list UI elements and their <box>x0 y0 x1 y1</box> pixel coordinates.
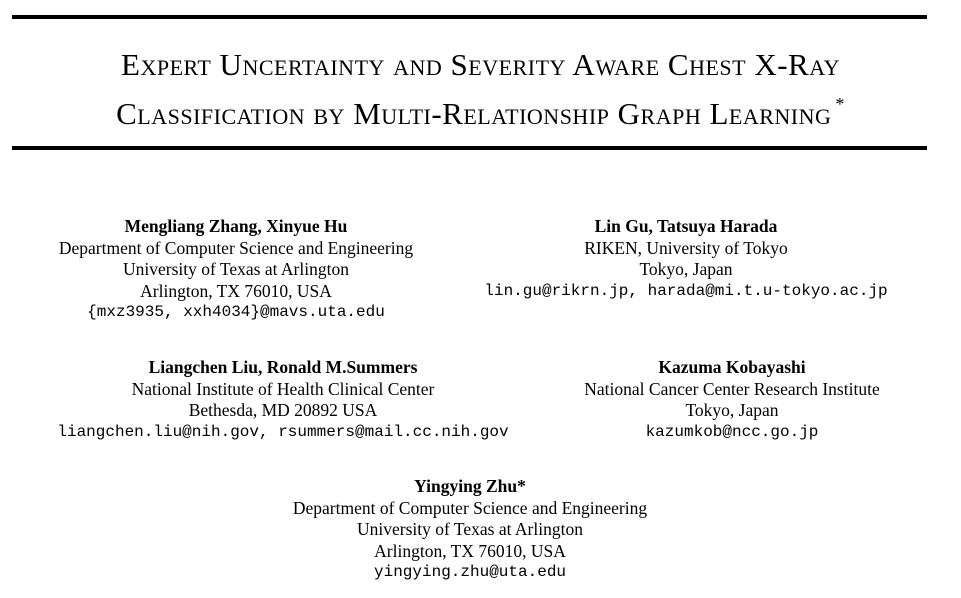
author-institution: University of Texas at Arlington <box>357 519 583 539</box>
paper-title-line-1: Expert Uncertainty and Severity Aware Chest X-Ray <box>121 47 840 82</box>
author-affiliation: National Institute of Health Clinical Center <box>131 378 435 399</box>
author-names: Kazuma Kobayashi <box>658 357 806 377</box>
author-names: Mengliang Zhang, Xinyue Hu <box>124 216 348 236</box>
author-affiliation: Department of Computer Science and Engineering <box>58 237 414 258</box>
author-email[interactable]: {mxz3935, xxh4034}@mavs.uta.edu <box>87 303 385 321</box>
author-email[interactable]: liangchen.liu@nih.gov, rsummers@mail.cc.nih.gov <box>57 422 509 441</box>
author-location: Tokyo, Japan <box>685 400 779 420</box>
title-footnote-mark: * <box>835 94 845 114</box>
author-names: Yingying Zhu* <box>414 476 526 496</box>
paper-title-line-2 <box>0 84 961 134</box>
author-names: Liangchen Liu, Ronald M.Summers <box>148 357 418 377</box>
paper-title-line-2-text: Classification by Multi-Relationship Graph Learning <box>116 96 832 131</box>
author-affiliation: National Cancer Center Research Institute <box>584 378 880 399</box>
author-email[interactable]: yingying.zhu@uta.edu <box>373 563 567 581</box>
author-block-3 <box>36 357 530 443</box>
author-block-4 <box>560 357 904 443</box>
author-email[interactable]: kazumkob@ncc.go.jp <box>645 422 819 441</box>
author-block-5 <box>220 476 720 584</box>
title-top-rule <box>12 15 927 19</box>
author-location: Arlington, TX 76010, USA <box>140 280 332 301</box>
author-location: Tokyo, Japan <box>639 259 733 279</box>
title-bottom-rule <box>12 146 927 150</box>
author-block-2 <box>470 216 902 302</box>
author-location: Arlington, TX 76010, USA <box>374 540 566 561</box>
author-institution: University of Texas at Arlington <box>123 259 349 279</box>
author-location: Bethesda, MD 20892 USA <box>188 400 378 420</box>
author-block-1 <box>36 216 436 324</box>
author-affiliation: Department of Computer Science and Engineering <box>292 497 648 518</box>
author-affiliation: RIKEN, University of Tokyo <box>584 237 788 258</box>
author-names: Lin Gu, Tatsuya Harada <box>594 216 778 236</box>
author-email[interactable]: lin.gu@rikrn.jp, harada@mi.t.u-tokyo.ac.jp <box>484 281 888 300</box>
